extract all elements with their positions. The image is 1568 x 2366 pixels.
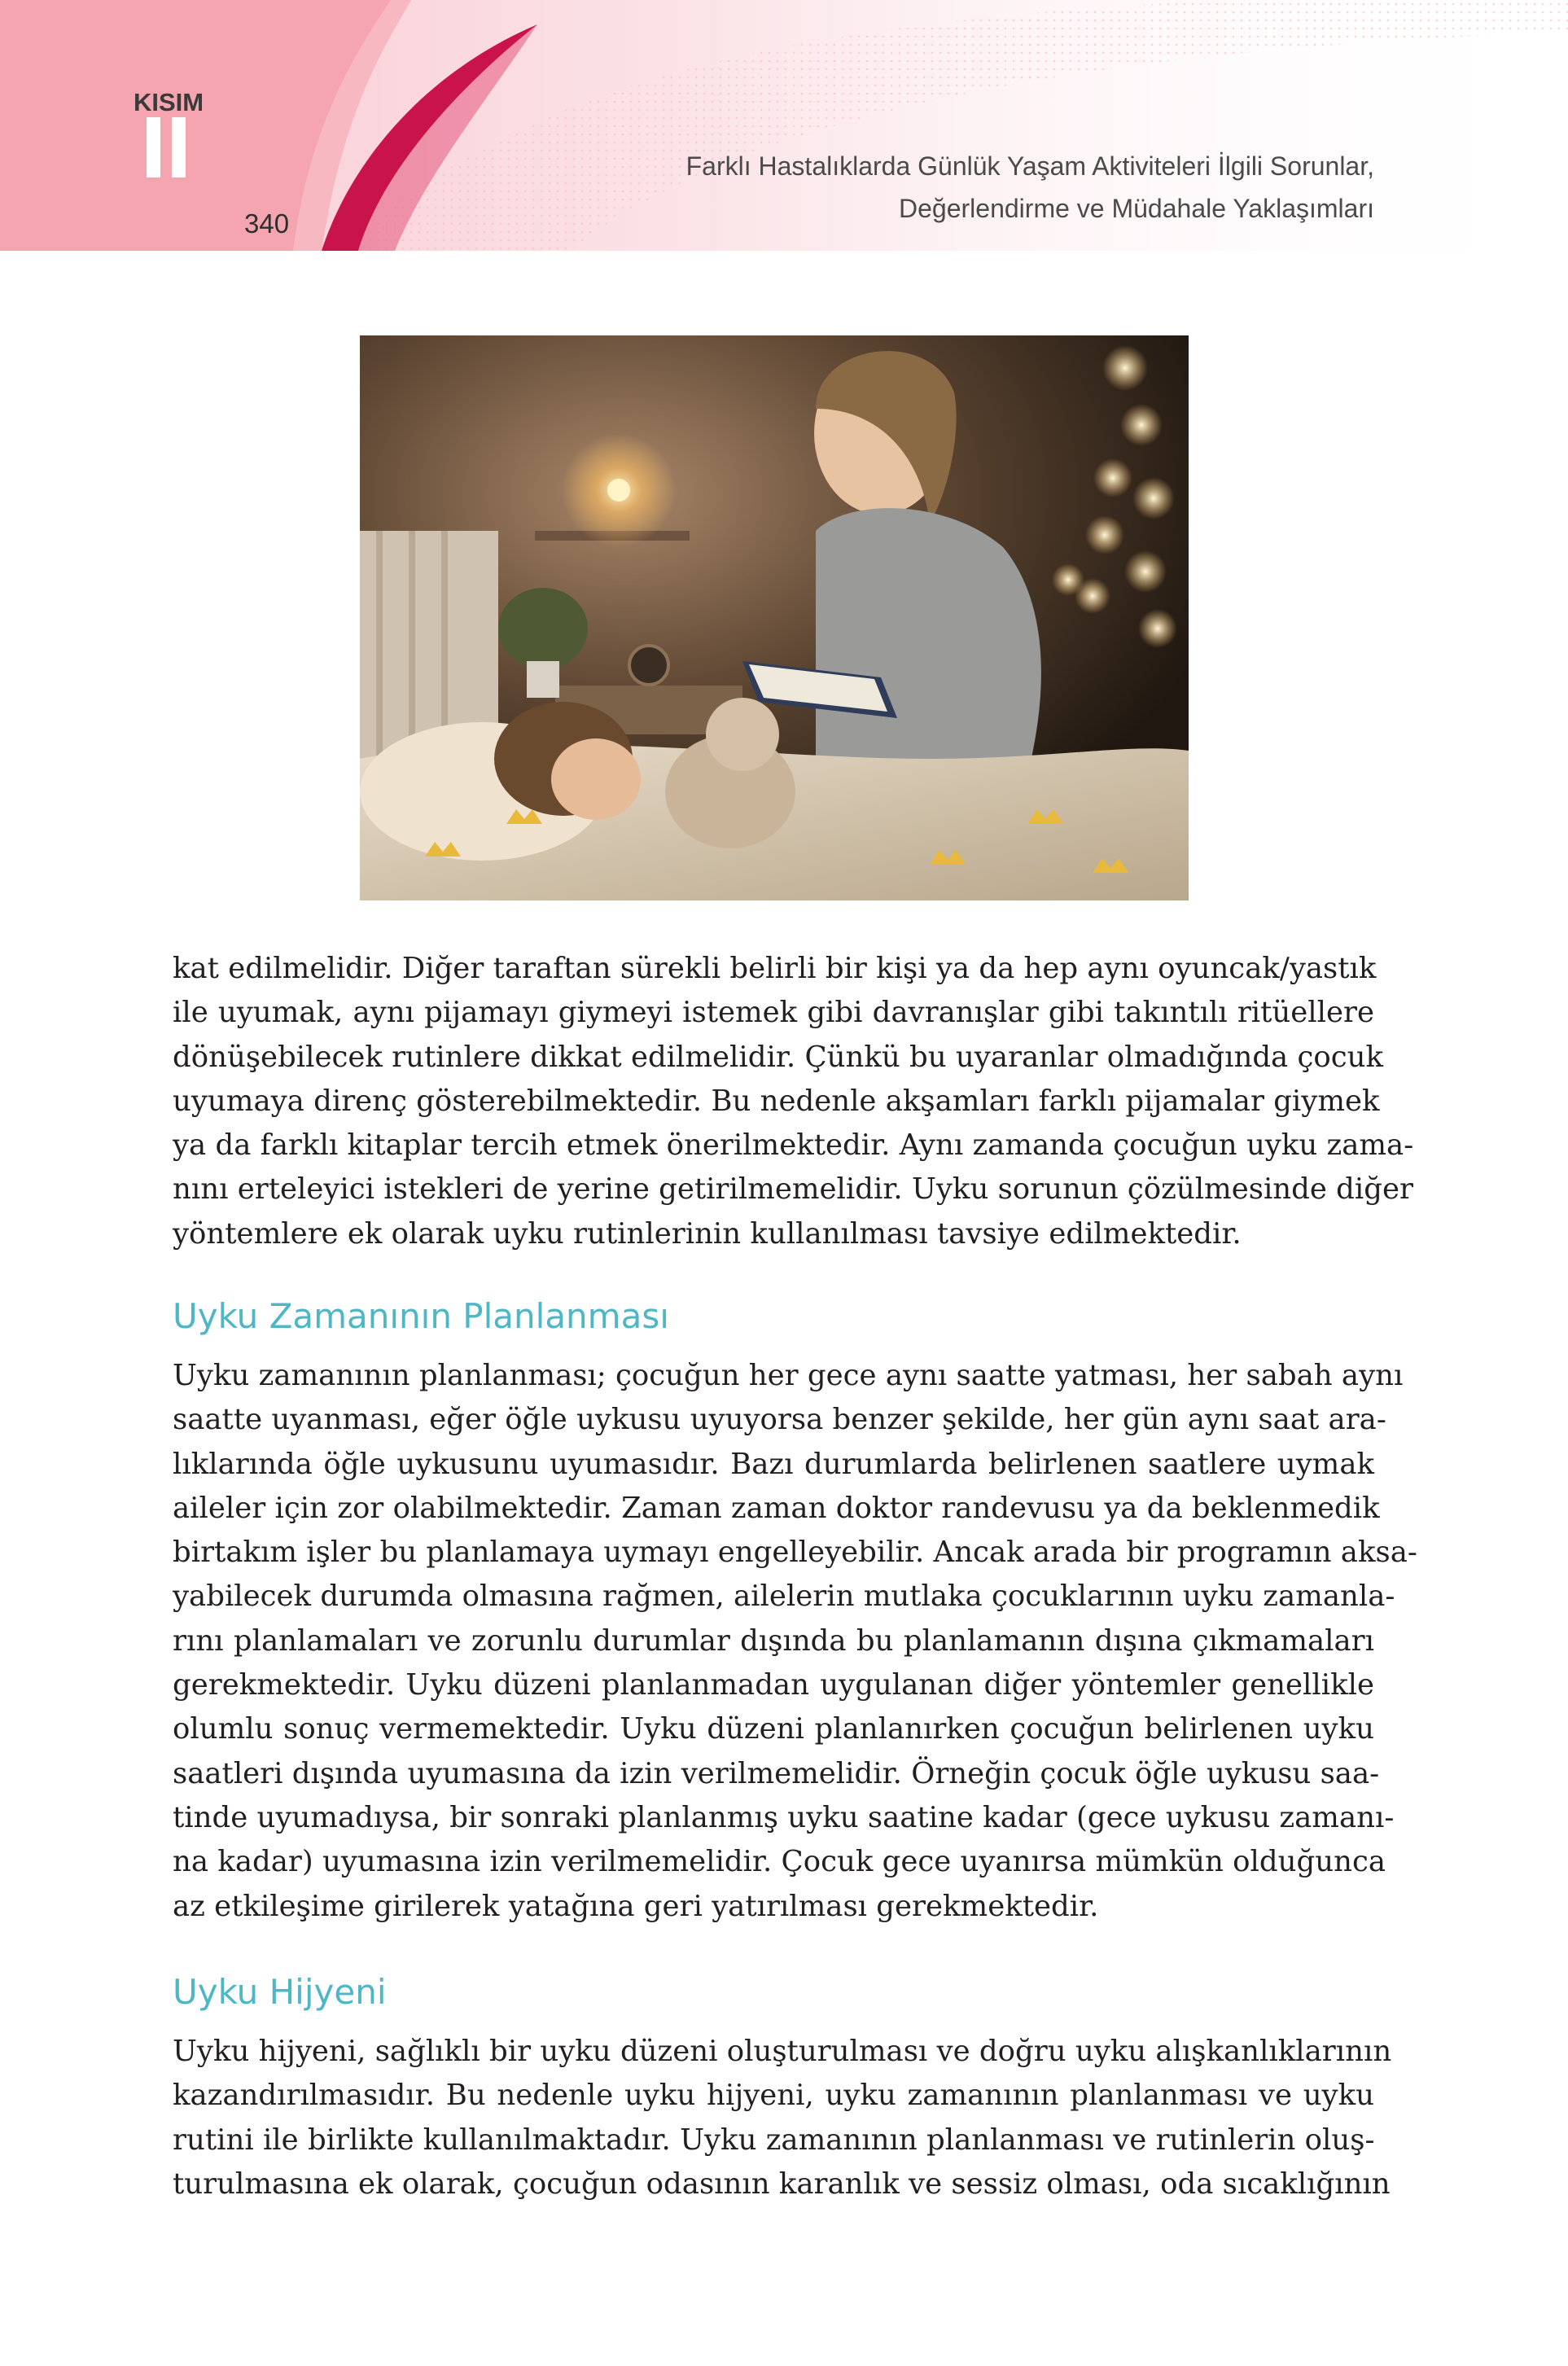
text-line: rını planlamaları ve zorunlu durumlar dışında bu planlamanın dışına çıkmamaları (173, 1623, 1374, 1658)
text-line: yabilecek durumda olmasına rağmen, ailelerin mutlaka çocuklarının uyku zamanla- (173, 1580, 1395, 1614)
running-title-line: Farklı Hastalıklarda Günlük Yaşam Aktiviteleri İlgili Sorunlar, (685, 151, 1374, 181)
section-heading-sleep-hygiene: Uyku Hijyeni (173, 1972, 387, 2012)
page-header (0, 0, 1568, 251)
text-line: olumlu sonuç vermemektedir. Uyku düzeni planlanırken çocuğun belirlenen uyku (173, 1712, 1374, 1746)
text-line: nını erteleyici istekleri de yerine getirilmemelidir. Uyku sorunun çözülmesinde diğer (173, 1172, 1413, 1207)
text-line: kat edilmelidir. Diğer taraftan sürekli belirli bir kişi ya da hep aynı oyuncak/yastık (173, 952, 1377, 985)
text-line: dönüşebilecek rutinlere dikkat edilmelidir. Çünkü bu uyaranlar olmadığında çocuk (173, 1040, 1384, 1074)
paragraph-sleep-schedule (173, 1354, 1417, 1929)
text-line: aileler için zor olabilmektedir. Zaman zaman doktor randevusu ya da beklenmedik (173, 1491, 1380, 1525)
running-title (686, 145, 1374, 230)
section-heading-sleep-schedule: Uyku Zamanının Planlanması (173, 1296, 669, 1336)
text-line: rutini ile birlikte kullanılmaktadır. Uyku zamanının planlanması ve rutinlerin oluş- (173, 2123, 1375, 2157)
text-line: birtakım işler bu planlamaya uymayı engelleyebilir. Ancak arada bir programın aksa- (173, 1536, 1417, 1570)
running-title-line: Değerlendirme ve Müdahale Yaklaşımları (899, 194, 1374, 223)
text-line: turulmasına ek olarak, çocuğun odasının karanlık ve sessiz olması, oda sıcaklığının (173, 2167, 1391, 2201)
part-numeral-ii (147, 117, 186, 177)
page-number: 340 (244, 208, 290, 239)
text-line: lıklarında öğle uykusunu uyumasıdır. Bazı durumlarda belirlenen saatlere uymak (173, 1447, 1374, 1481)
text-line: kazandırılmasıdır. Bu nedenle uyku hijyeni, uyku zamanının planlanması ve uyku (173, 2079, 1374, 2113)
photo-illustration (360, 335, 1189, 900)
text-line: saatte uyanması, eğer öğle uykusu uyuyorsa benzer şekilde, her gün aynı saat ara- (173, 1403, 1386, 1437)
text-line: Uyku hijyeni, sağlıklı bir uyku düzeni oluşturulması ve doğru uyku alışkanlıklarının (173, 2035, 1392, 2068)
part-label: KISIM (134, 88, 204, 116)
text-line: na kadar) uyumasına izin verilmemelidir. Çocuk gece uyanırsa mümkün olduğunca (173, 1845, 1386, 1879)
text-line: tinde uyumadıysa, bir sonraki planlanmış uyku saatine kadar (gece uykusu zamanı- (173, 1800, 1395, 1834)
text-line: az etkileşime girilerek yatağına geri yatırılması gerekmektedir. (173, 1889, 1099, 1923)
text-line: saatleri dışında uyumasına da izin verilmemelidir. Örneğin çocuk öğle uykusu saa- (173, 1756, 1380, 1790)
text-line: yöntemlere ek olarak uyku rutinlerinin kullanılması tavsiye edilmektedir. (173, 1216, 1242, 1251)
paragraph-sleep-hygiene (173, 2030, 1392, 2206)
paragraph-sleep-routines (173, 947, 1414, 1256)
text-line: Uyku zamanının planlanması; çocuğun her gece aynı saatte yatması, her sabah aynı (173, 1359, 1404, 1392)
text-line: ya da farklı kitaplar tercih etmek önerilmektedir. Aynı zamanda çocuğun uyku zama- (173, 1128, 1414, 1163)
text-line: ile uyumak, aynı pijamayı giymeyi istemek gibi davranışlar gibi takıntılı ritüellere (173, 996, 1374, 1030)
text-line: uyumaya direnç gösterebilmektedir. Bu nedenle akşamları farklı pijamalar giymek (173, 1084, 1380, 1118)
text-line: gerekmektedir. Uyku düzeni planlanmadan uygulanan diğer yöntemler genellikle (173, 1668, 1374, 1702)
photo-mother-reading-bedtime-story (360, 335, 1189, 900)
